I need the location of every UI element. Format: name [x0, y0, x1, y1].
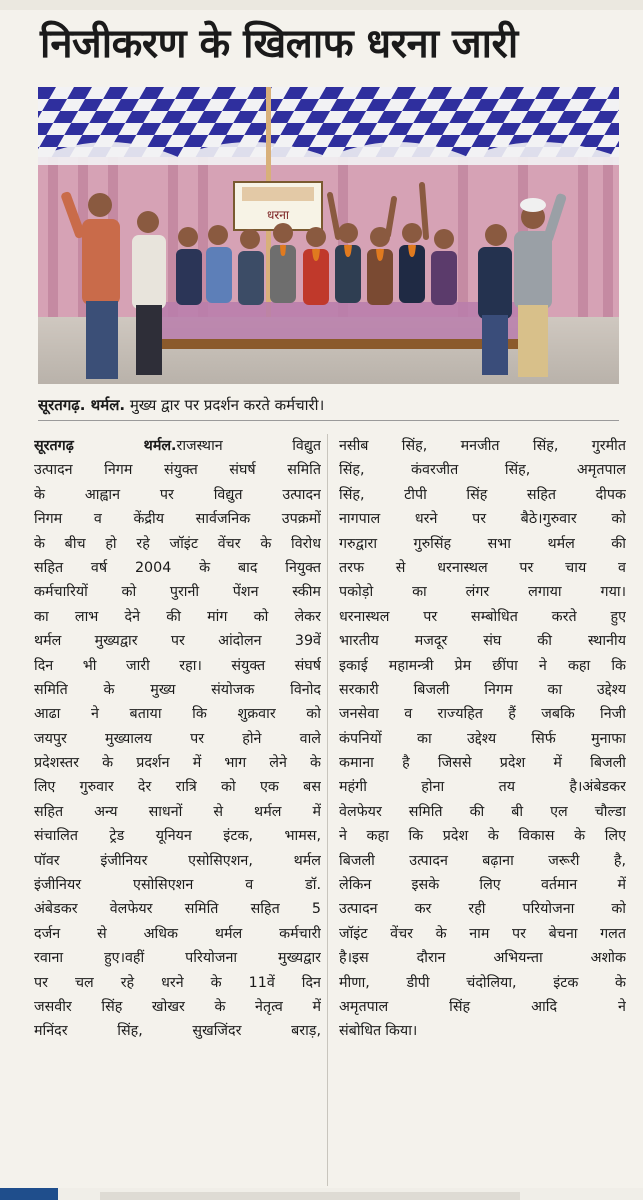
text-line: ने कहा कि प्रदेश के विकास के लिए: [339, 828, 626, 845]
text-line: सिंह, टीपी सिंह सहित दीपक: [339, 486, 626, 503]
text-line: पॉवर इंजीनियर एसोसिएशन, थर्मल: [34, 852, 321, 869]
text-line: निगम व केंद्रीय सार्वजनिक उपक्रमों: [34, 511, 321, 528]
text-line: सहित वर्ष 2004 के बाद नियुक्त: [34, 559, 321, 576]
text-line: संबोधित किया।: [339, 1023, 418, 1040]
text-line: पकोड़ो का लंगर लगाया गया।: [339, 584, 626, 601]
text-line: रवाना हुए।वहीं परियोजना मुख्यद्वार: [34, 950, 321, 967]
text-line: इंजीनियर एसोसिएशन व डॉ.: [34, 877, 321, 894]
text-line: सहित अन्य साधनों से थर्मल में: [34, 803, 321, 820]
text-line: लेकिन इसके लिए वर्तमान में: [339, 877, 626, 894]
text-line: उत्पादन कर रही परियोजना को: [339, 901, 626, 918]
text-line: कंपनियों का उद्देश्य सिर्फ मुनाफा: [339, 730, 626, 747]
column-divider: [327, 434, 328, 1186]
text-line: समिति के मुख्य संयोजक विनोद: [34, 681, 321, 698]
article-photo: [38, 87, 619, 384]
text-line: लिए गुरुवार देर रात्रि को एक बस: [34, 779, 321, 796]
article-column-left: [34, 434, 321, 1044]
text-line: जसवीर सिंह खोखर के नेतृत्व में: [34, 998, 321, 1015]
text-line: प्रदेशस्तर के प्रदर्शन में भाग लेने के: [34, 755, 321, 772]
text-line: अंबेडकर वेलफेयर समिति सहित 5: [34, 901, 321, 918]
next-article-fragment: [100, 1192, 520, 1200]
article-dateline: सूरतगढ़ थर्मल.: [34, 438, 177, 454]
text-line: बिजली उत्पादन बढ़ाना जरूरी है,: [339, 852, 626, 869]
photo-sign-text: धरना: [266, 208, 290, 222]
text-line: गरुद्वारा गुरुसिंह सभा थर्मल की: [339, 535, 626, 552]
text-line: भारतीय मजदूर संघ की स्थानीय: [339, 633, 626, 650]
article-headline: निजीकरण के खिलाफ धरना जारी: [40, 21, 518, 67]
text-line: सरकारी बिजली निगम का उद्देश्य: [339, 681, 626, 698]
text-line: दिन भी जारी रहा। संयुक्त संघर्ष: [34, 657, 321, 674]
caption-text: मुख्य द्वार पर प्रदर्शन करते कर्मचारी।: [125, 396, 325, 414]
text-line: कमाना है जिससे प्रदेश में बिजली: [339, 755, 626, 772]
text-line: नागपाल धरने पर बैठे।गुरुवार को: [339, 511, 626, 528]
article-column-right: [339, 434, 626, 1044]
text-line: जयपुर मुख्यालय पर होने वाले: [34, 730, 321, 747]
text-line: पर चल रहे धरने के 11वें दिन: [34, 974, 321, 991]
text-line: सूरतगढ़ थर्मल.राजस्थान विद्युत: [34, 438, 321, 454]
text-line: मीणा, डीपी चंदोलिया, इंटक के: [339, 974, 626, 991]
text-line: है।इस दौरान अभियन्ता अशोक: [339, 950, 626, 967]
page-top-strip: [0, 0, 643, 10]
text-line: आढा ने बताया कि शुक्रवार को: [34, 706, 321, 723]
text-line: उत्पादन निगम संयुक्त संघर्ष समिति: [34, 462, 321, 479]
text-line: सिंह, कंवरजीत सिंह, अमृतपाल: [339, 462, 626, 479]
text-line: जॉइंट वेंचर के नाम पर बेचना गलत: [339, 925, 626, 942]
text-line: का लाभ देने की मांग को लेकर: [34, 608, 321, 625]
text-line: अमृतपाल सिंह आदि ने: [339, 998, 626, 1015]
text-line: नसीब सिंह, मनजीत सिंह, गुरमीत: [339, 438, 626, 454]
text-line: के आह्वान पर विद्युत उत्पादन: [34, 486, 321, 503]
page-marker: [0, 1188, 58, 1200]
photo-caption: [38, 390, 619, 421]
text-line: थर्मल मुख्यद्वार पर आंदोलन 39वें: [34, 633, 321, 650]
text-line: महंगी होना तय है।अंबेडकर: [339, 779, 626, 796]
text-line: दर्जन से अधिक थर्मल कर्मचारी: [34, 925, 321, 942]
text-line: मनिंदर सिंह, सुखजिंदर बराड़,: [34, 1023, 321, 1040]
text-line: इकाई महामन्त्री प्रेम छींपा ने कहा कि: [339, 657, 626, 674]
text-line: वेलफेयर समिति की बी एल चौल्डा: [339, 803, 626, 820]
text-line: तरफ से धरनास्थल पर चाय व: [339, 559, 626, 576]
text-line: के बीच हो रहे जॉइंट वेंचर के विरोध: [34, 535, 321, 552]
caption-location: सूरतगढ़. थर्मल.: [38, 396, 126, 414]
text-line: धरनास्थल पर सम्बोधित करते हुए: [339, 608, 626, 625]
text-line: कर्मचारियों को पुरानी पेंशन स्कीम: [34, 584, 321, 601]
text-line: संचालित ट्रेड यूनियन इंटक, भामस,: [34, 828, 321, 845]
text-line: जनसेवा व राज्यहित हैं जबकि निजी: [339, 706, 626, 723]
